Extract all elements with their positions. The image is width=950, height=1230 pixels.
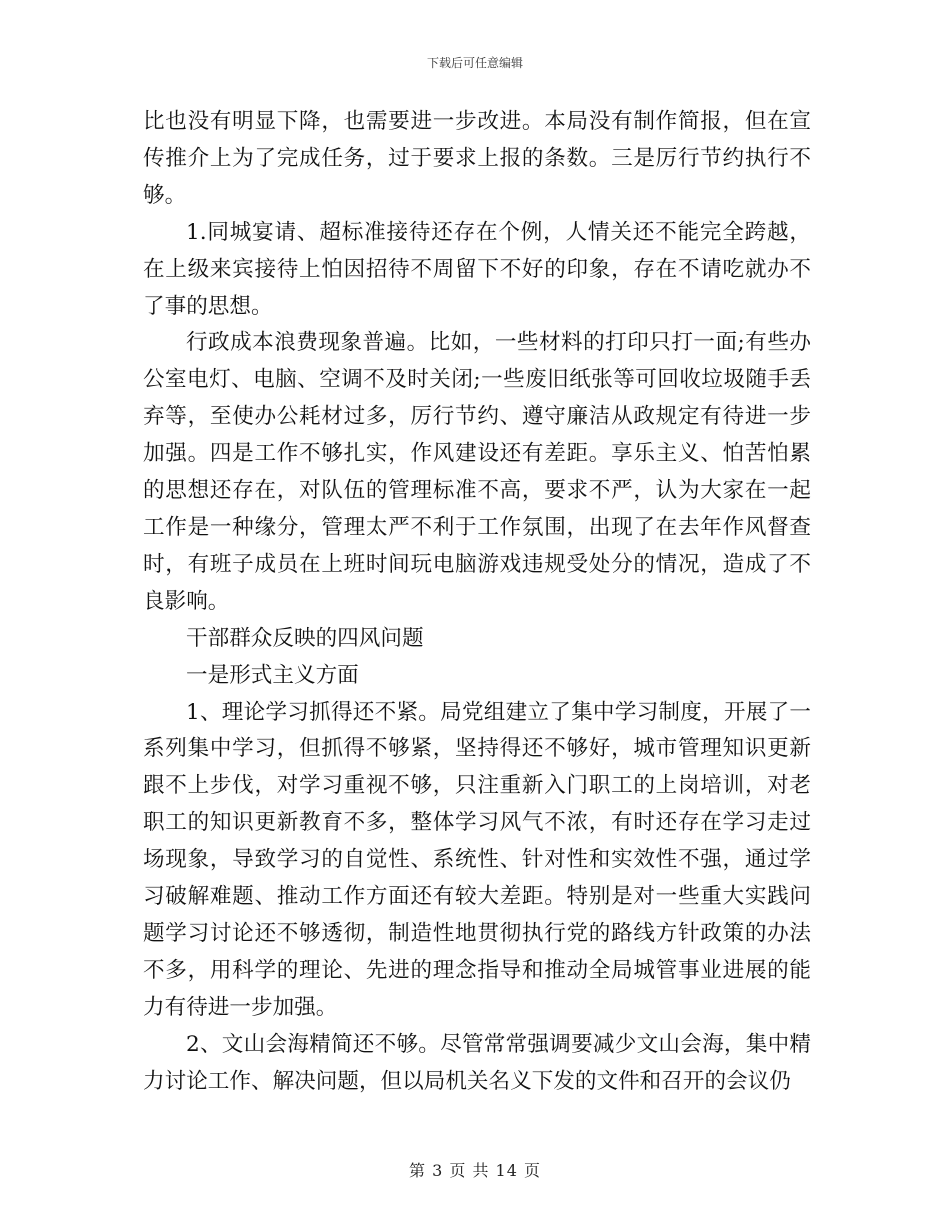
subsection-heading-formalism: 一是形式主义方面 — [186, 662, 359, 688]
paragraph-continuation: 比也没有明显下降，也需要进一步改进。本局没有制作简报，但在宣传推介上为了完成任务，过于要求上报的条数。三是厉行节约执行不够。 — [143, 109, 811, 208]
section-heading-four-winds: 干部群众反映的四风问题 — [186, 625, 424, 651]
paragraph-meetings-documents: 2、文山会海精简还不够。尽管常常强调要减少文山会海，集中精力讨论工作、解决问题，但以局机关名义下发的文件和召开的会议仍 — [143, 1031, 811, 1094]
paragraph-theory-study: 1、理论学习抓得还不紧。局党组建立了集中学习制度，开展了一系列集中学习，但抓得不够紧，坚持得还不够好，城市管理知识更新跟不上步伐，对学习重视不够，只注重新入门职工的上岗培训，对老职工的知识更新教育不多，整体学习风气不浓，有时还存在学习走过场现象，导致学习的自觉性、系统性、针对性和实效性不强，通过学习破解难题、推动工作方面还有较大差距。特别是对一些重大实践问题学习讨论还不够透彻，制造性地贯彻执行党的路线方针政策的办法不多，用科学的理论、先进的理念指导和推动全局城管事业进展的能力有待进一步加强。 — [143, 699, 811, 1020]
page-footer: 第 3 页 共 14 页 — [409, 1161, 541, 1180]
paragraph-banquet-reception: 1.同城宴请、超标准接待还存在个例，人情关还不能完全跨越，在上级来宾接待上怕因招待不周留下不好的印象，存在不请吃就办不了事的思想。 — [143, 219, 811, 319]
document-body — [143, 104, 811, 1100]
paragraph-admin-cost-waste: 行政成本浪费现象普遍。比如，一些材料的打印只打一面;有些办公室电灯、电脑、空调不及时关闭;一些废旧纸张等可回收垃圾随手丢弃等，至使办公耗材过多，厉行节约、遵守廉洁从政规定有待进一步加强。四是工作不够扎实，作风建设还有差距。享乐主义、怕苦怕累的思想还存在，对队伍的管理标准不高，要求不严，认为大家在一起工作是一种缘分，管理太严不利于工作氛围，出现了在去年作风督查时，有班子成员在上班时间玩电脑游戏违规受处分的情况，造成了不良影响。 — [143, 330, 811, 614]
page-header: 下载后可任意编辑 — [426, 56, 523, 70]
